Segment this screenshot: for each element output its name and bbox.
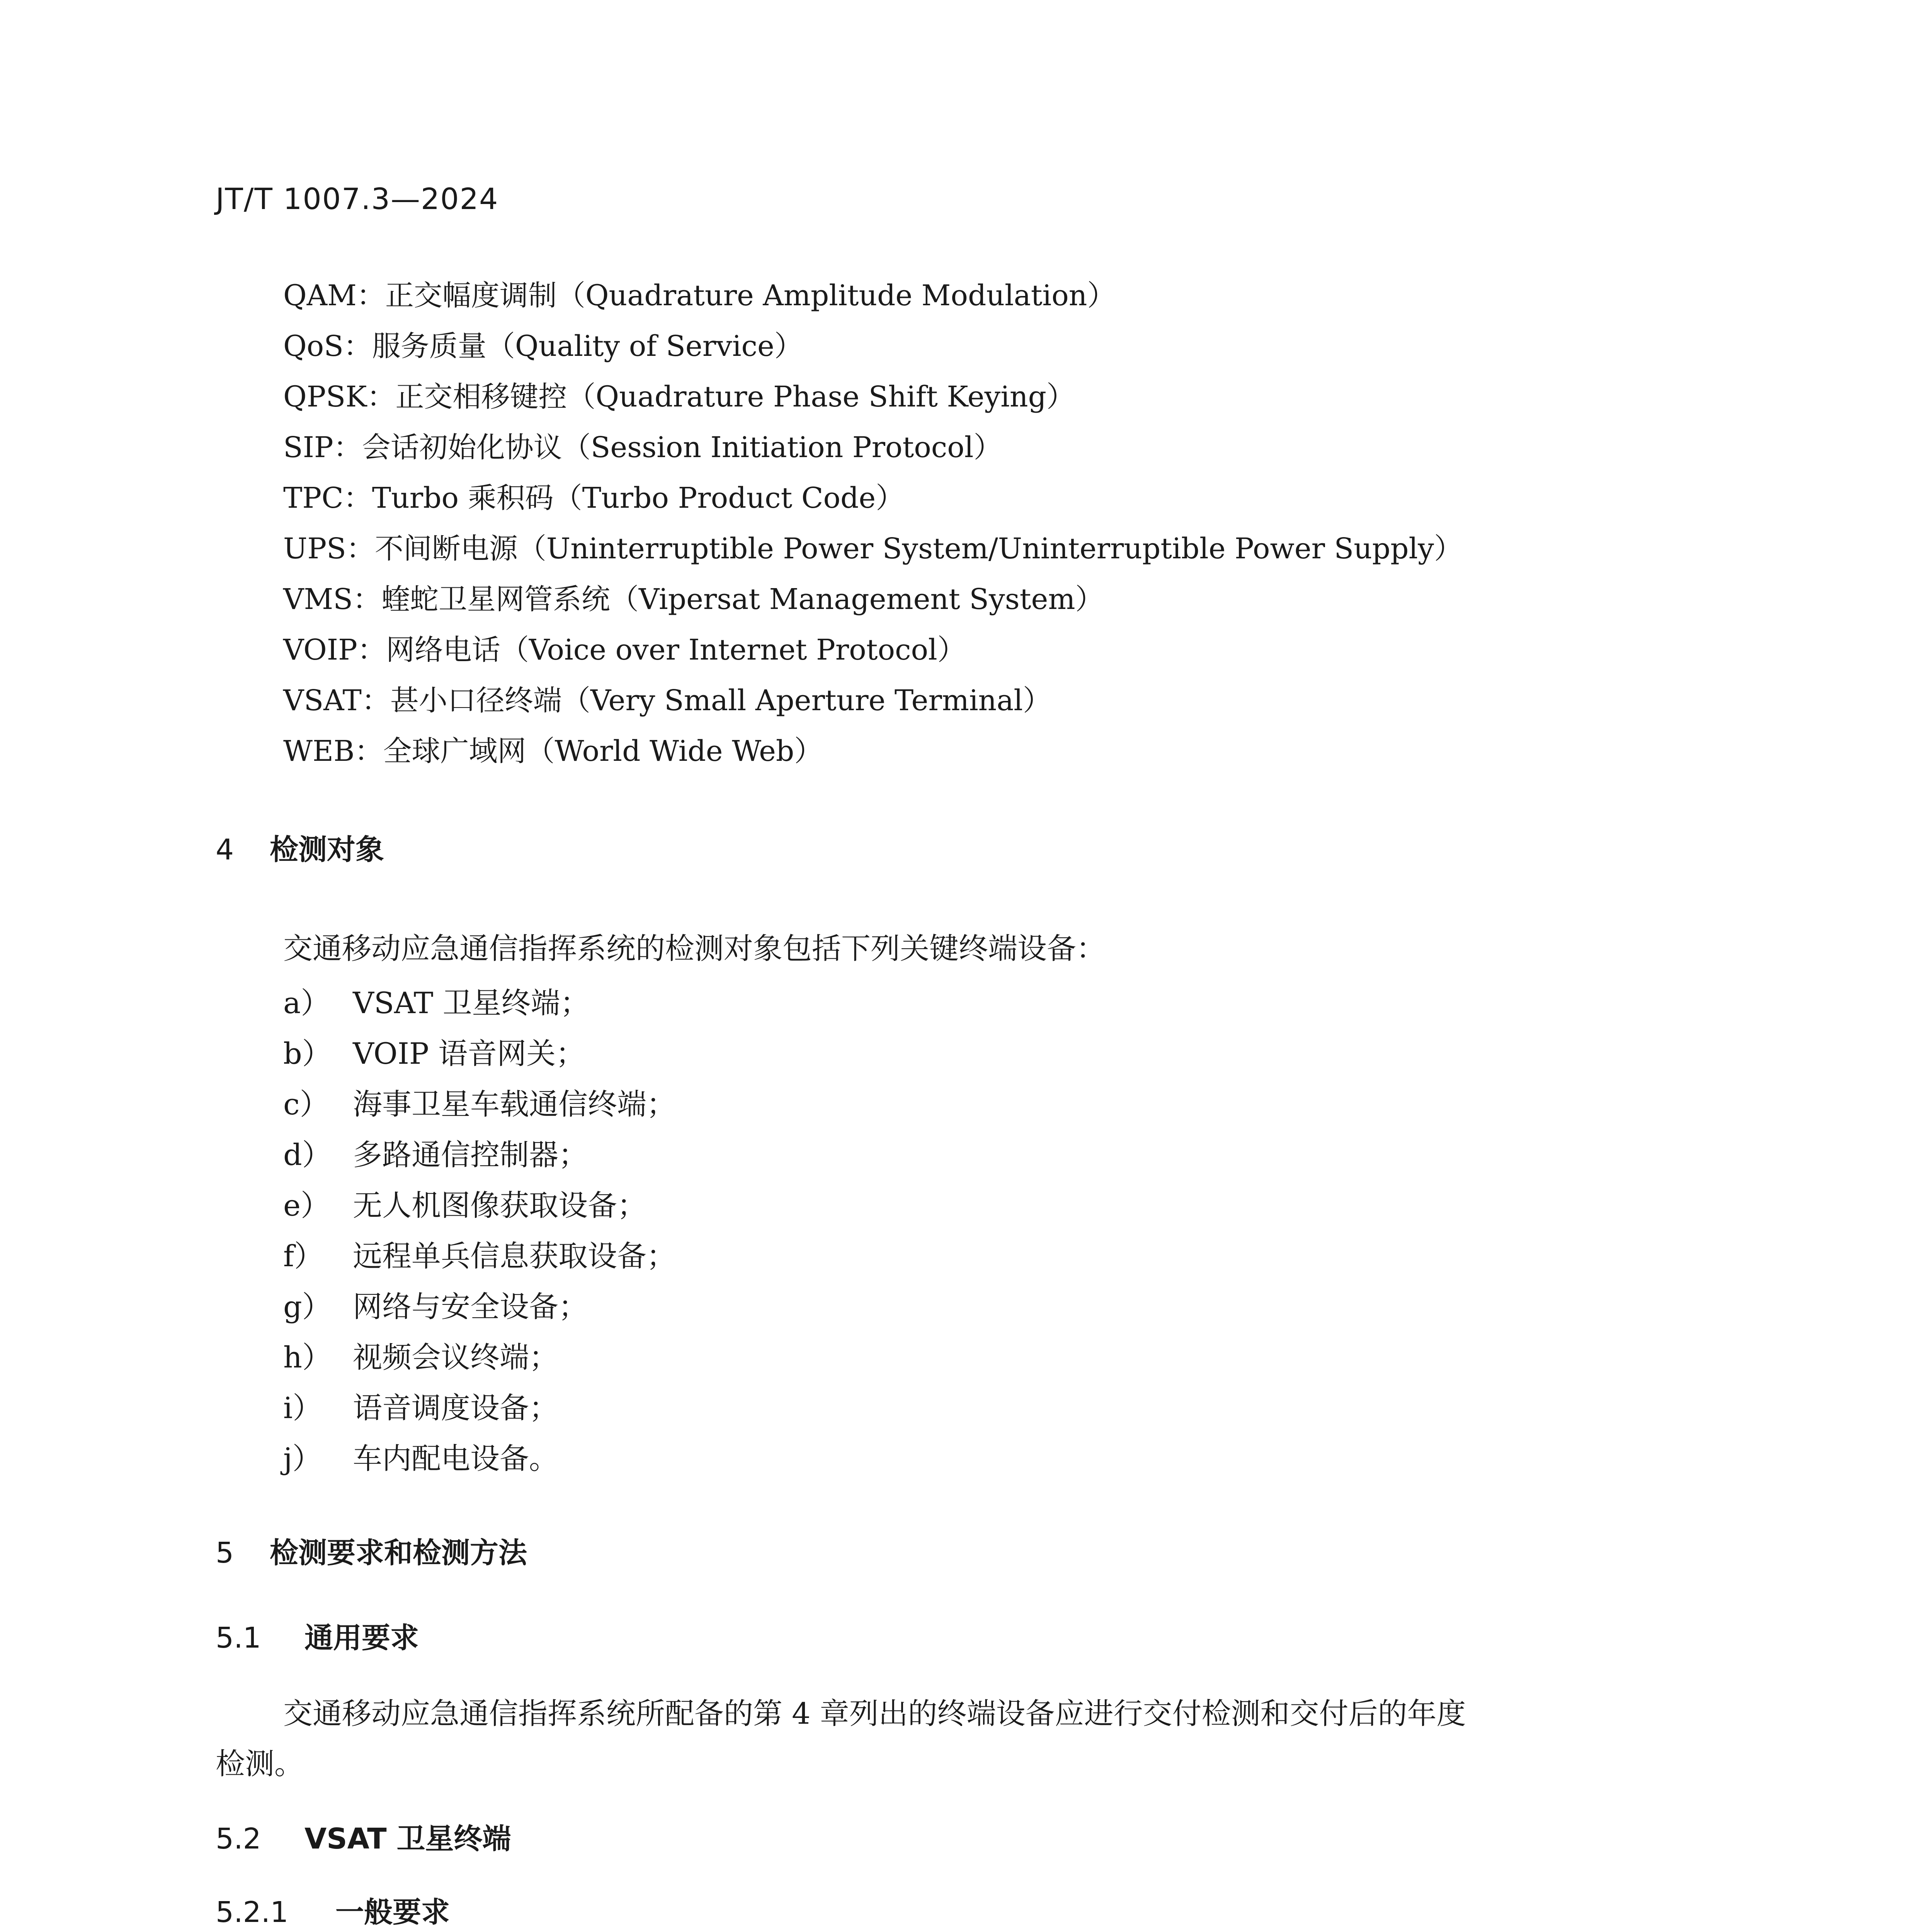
section-title: 一般要求 xyxy=(335,1896,450,1929)
section-title: VSAT 卫星终端 xyxy=(304,1822,511,1855)
section-number: 5.2 xyxy=(216,1822,261,1855)
list-marker: b） xyxy=(283,1036,332,1071)
section-4-intro: 交通移动应急通信指挥系统的检测对象包括下列关键终端设备： xyxy=(283,931,1106,966)
list-text: 无人机图像获取设备； xyxy=(353,1188,646,1223)
list-marker: d） xyxy=(283,1138,332,1172)
section-title: 检测对象 xyxy=(270,833,384,866)
abbreviation-item: QoS：服务质量（Quality of Service） xyxy=(283,330,803,363)
section-number: 5.2.1 xyxy=(216,1896,289,1929)
list-text: VSAT 卫星终端； xyxy=(353,986,590,1020)
list-marker: a） xyxy=(283,986,330,1020)
list-text: 多路通信控制器； xyxy=(353,1138,588,1172)
section-number: 4 xyxy=(216,833,234,866)
list-text: VOIP 语音网关； xyxy=(353,1036,585,1071)
section-number: 5.1 xyxy=(216,1621,261,1655)
list-marker: g） xyxy=(283,1289,332,1324)
section-title: 检测要求和检测方法 xyxy=(270,1536,527,1570)
abbreviation-item: SIP：会话初始化协议（Session Initiation Protocol） xyxy=(283,431,1002,464)
list-marker: c） xyxy=(283,1087,329,1121)
abbreviation-item: VSAT：甚小口径终端（Very Small Aperture Terminal） xyxy=(283,684,1051,717)
section-5-1-paragraph-line: 交通移动应急通信指挥系统所配备的第 4 章列出的终端设备应进行交付检测和交付后的年度 xyxy=(283,1696,1466,1731)
abbreviation-item: VMS：蝰蛇卫星网管系统（Vipersat Management System） xyxy=(283,583,1104,616)
section-title: 通用要求 xyxy=(304,1621,419,1655)
list-text: 海事卫星车载通信终端； xyxy=(353,1087,676,1121)
list-marker: f） xyxy=(283,1239,324,1273)
list-marker: h） xyxy=(283,1340,332,1374)
section-5-1-paragraph-line: 检测。 xyxy=(216,1747,304,1781)
abbreviation-item: VOIP：网络电话（Voice over Internet Protocol） xyxy=(283,633,966,667)
list-marker: j） xyxy=(283,1441,322,1476)
abbreviation-item: UPS：不间断电源（Uninterruptible Power System/Uninterruptible Power Supply） xyxy=(283,532,1463,565)
list-text: 语音调度设备； xyxy=(353,1391,558,1425)
abbreviation-item: QAM：正交幅度调制（Quadrature Amplitude Modulation） xyxy=(283,279,1116,312)
list-marker: e） xyxy=(283,1188,330,1223)
list-text: 视频会议终端； xyxy=(353,1340,558,1374)
list-text: 远程单兵信息获取设备； xyxy=(353,1239,676,1273)
list-marker: i） xyxy=(283,1391,322,1425)
section-number: 5 xyxy=(216,1536,234,1570)
list-text: 车内配电设备。 xyxy=(353,1441,558,1476)
abbreviation-item: WEB：全球广域网（World Wide Web） xyxy=(283,735,823,768)
list-text: 网络与安全设备； xyxy=(353,1289,588,1324)
abbreviation-item: TPC：Turbo 乘积码（Turbo Product Code） xyxy=(283,481,905,515)
document-code: JT/T 1007.3—2024 xyxy=(216,182,499,216)
abbreviation-item: QPSK：正交相移键控（Quadrature Phase Shift Keying） xyxy=(283,380,1075,413)
